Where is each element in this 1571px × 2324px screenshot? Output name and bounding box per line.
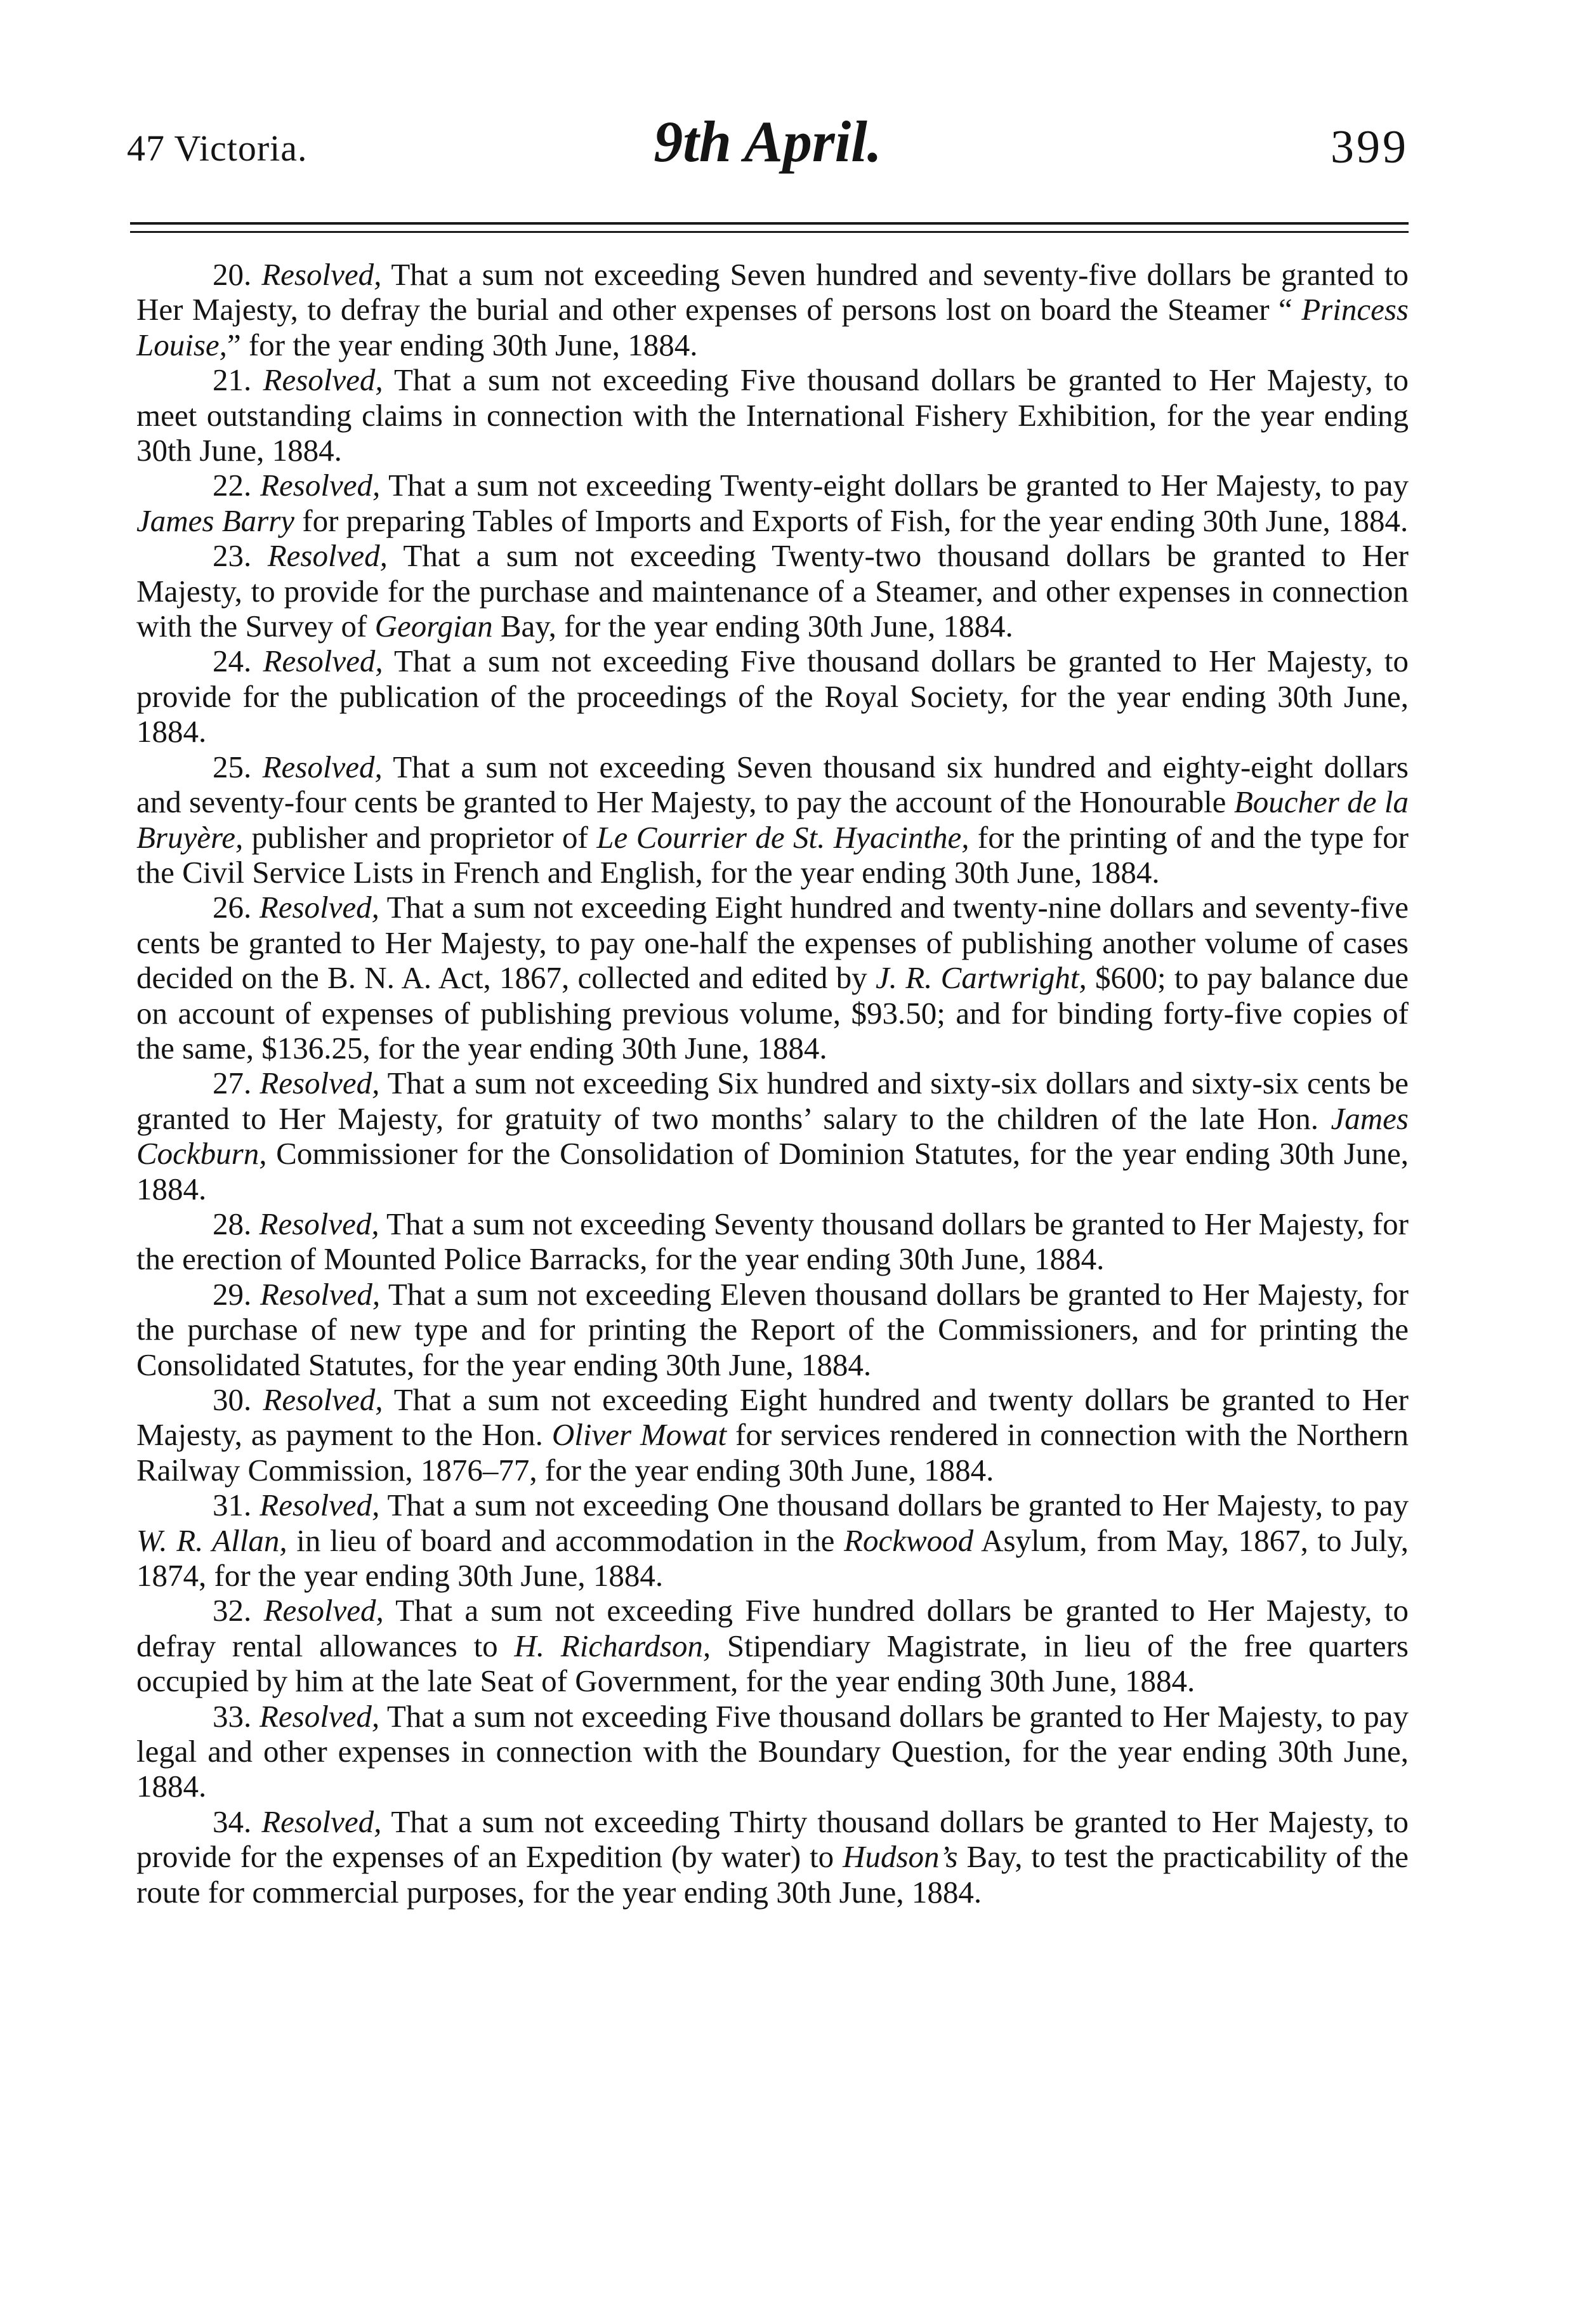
- resolved-label: Resolved,: [259, 1698, 380, 1734]
- resolution-paragraph: [136, 468, 1409, 538]
- page-header: [127, 108, 1409, 197]
- resolution-paragraph: [136, 1277, 1409, 1382]
- resolution-number: 21.: [213, 362, 252, 398]
- resolution-text: Stipendiary Magistrate, in lieu of the free quarters occupied by him at the late Seat of Government, for the year ending 30th June, 1884.: [136, 1628, 1409, 1699]
- resolution-paragraph: [136, 1593, 1409, 1698]
- resolution-text: $600; to pay balance due on account of expenses of publishing previous volume, $93.50; and for binding forty-five copies of the same, $136.25, for the year ending 30th June, 1884.: [136, 960, 1409, 1066]
- resolved-label: Resolved,: [260, 1066, 380, 1101]
- resolved-label: Resolved,: [267, 538, 388, 574]
- resolution-text: That a sum not exceeding Five thousand dollars be granted to Her Majesty, to provide for the publication of the proceedings of the Royal Society, for the year ending 30th June, 1884.: [136, 644, 1409, 749]
- resolution-paragraph: [136, 749, 1409, 890]
- resolution-number: 29.: [213, 1276, 252, 1312]
- resolution-paragraph: [136, 1382, 1409, 1488]
- resolution-paragraph: [136, 1206, 1409, 1277]
- resolution-text: That a sum not exceeding Thirty thousand dollars be granted to Her Majesty, to provide for the expenses of an Expedition (by water) to: [136, 1804, 1409, 1875]
- resolved-label: Resolved,: [259, 890, 379, 925]
- resolution-text: Asylum, from May, 1867, to July, 1874, for the year ending 30th June, 1884.: [136, 1522, 1409, 1594]
- resolution-number: 33.: [213, 1698, 252, 1734]
- resolution-paragraph: [136, 538, 1409, 644]
- resolved-label: Resolved,: [261, 257, 382, 292]
- resolution-number: 23.: [213, 538, 252, 574]
- resolution-paragraph: [136, 1699, 1409, 1804]
- header-date: 9th April.: [654, 109, 882, 174]
- resolution-text: That a sum not exceeding Seven hundred and seventy-five dollars be granted to Her Majesty, to defray the burial and other expenses of persons lost on board the Steamer “: [136, 257, 1409, 327]
- resolution-text: That a sum not exceeding Seventy thousand dollars be granted to Her Majesty, for the erection of Mounted Police Barracks, for the year ending 30th June, 1884.: [136, 1206, 1409, 1277]
- resolution-name: James Barry: [136, 503, 295, 538]
- resolution-text: That a sum not exceeding Eight hundred and twenty dollars be granted to Her Majesty, as payment to the Hon.: [136, 1382, 1409, 1453]
- resolution-number: 28.: [213, 1206, 252, 1241]
- resolution-paragraph: [136, 644, 1409, 749]
- resolution-text: Commissioner for the Consolidation of Dominion Statutes, for the year ending 30th June, 1884.: [136, 1136, 1409, 1206]
- resolution-number: 20.: [213, 257, 252, 292]
- resolution-name: James Cockburn,: [136, 1100, 1409, 1172]
- resolution-text: for services rendered in connection with the Northern Railway Commission, 1876–77, for the year ending 30th June, 1884.: [136, 1417, 1409, 1488]
- resolution-text: publisher and proprietor of: [243, 819, 597, 855]
- resolution-number: 31.: [213, 1488, 252, 1523]
- resolution-paragraph: [136, 362, 1409, 468]
- header-regnal-year: 47 Victoria.: [127, 128, 308, 169]
- resolution-name: Georgian: [374, 609, 493, 644]
- resolution-text: for preparing Tables of Imports and Exports of Fish, for the year ending 30th June, 1884.: [294, 503, 1409, 538]
- resolution-number: 25.: [213, 749, 252, 784]
- resolution-name: W. R. Allan,: [136, 1522, 287, 1558]
- resolution-number: 26.: [213, 890, 252, 925]
- resolution-number: 24.: [213, 644, 252, 679]
- resolution-paragraph: [136, 1804, 1409, 1910]
- header-rule-top: [130, 222, 1409, 225]
- resolution-text: That a sum not exceeding Eight hundred and twenty-nine dollars and seventy-five cents be granted to Her Majesty, to pay one-half the expenses of publishing another volume of cases decided on the B. N. A. Act, 1867, collected and edited by: [136, 890, 1409, 996]
- resolution-name: Boucher de la Bruyère,: [136, 784, 1409, 855]
- resolution-text: That a sum not exceeding Five hundred dollars be granted to Her Majesty, to defray rental allowances to: [136, 1593, 1409, 1663]
- resolution-name: J. R. Cartwright,: [875, 960, 1087, 996]
- header-rule-bottom: [130, 231, 1409, 233]
- resolved-label: Resolved,: [263, 1593, 384, 1628]
- resolutions-body: [136, 257, 1409, 1910]
- resolved-label: Resolved,: [260, 1488, 380, 1523]
- resolution-paragraph: [136, 1488, 1409, 1593]
- resolution-text: Bay, for the year ending 30th June, 1884.: [492, 609, 1013, 644]
- resolution-paragraph: [136, 1066, 1409, 1206]
- resolution-name: Princess Louise,: [136, 292, 1409, 362]
- resolved-label: Resolved,: [263, 362, 383, 398]
- resolution-text: That a sum not exceeding Five thousand dollars be granted to Her Majesty, to meet outstanding claims in connection with the International Fishery Exhibition, for the year ending 30th June, 1884.: [136, 362, 1409, 468]
- resolution-text: That a sum not exceeding Twenty-two thousand dollars be granted to Her Majesty, to provide for the purchase and maintenance of a Steamer, and other expenses in connection with the Survey of: [136, 538, 1409, 644]
- resolution-text: That a sum not exceeding Seven thousand six hundred and eighty-eight dollars and seventy-four cents be granted to Her Majesty, to pay the account of the Honourable: [136, 749, 1409, 820]
- resolution-paragraph: [136, 257, 1409, 362]
- resolution-text: That a sum not exceeding Twenty-eight dollars be granted to Her Majesty, to pay: [380, 468, 1409, 503]
- resolution-text: That a sum not exceeding Five thousand dollars be granted to Her Majesty, to pay legal and other expenses in connection with the Boundary Question, for the year ending 30th June, 1884.: [136, 1698, 1409, 1804]
- resolution-text: for the printing of and the type for the Civil Service Lists in French and English, for the year ending 30th June, 1884.: [136, 819, 1409, 890]
- resolution-name: Hudson’s: [843, 1839, 958, 1875]
- resolved-label: Resolved,: [260, 1276, 381, 1312]
- resolved-label: Resolved,: [263, 644, 383, 679]
- resolution-number: 32.: [213, 1593, 252, 1628]
- resolution-name: Le Courrier de St. Hyacinthe,: [596, 819, 970, 855]
- resolution-text: That a sum not exceeding Eleven thousand dollars be granted to Her Majesty, for the purchase of new type and for printing the Report of the Commissioners, and for printing the Consolidated Statutes, for the year ending 30th June, 1884.: [136, 1276, 1409, 1382]
- resolved-label: Resolved,: [263, 1382, 383, 1417]
- resolution-number: 22.: [213, 468, 252, 503]
- page-number: 399: [1331, 121, 1409, 173]
- resolved-label: Resolved,: [260, 468, 381, 503]
- resolution-text: ” for the year ending 30th June, 1884.: [227, 327, 698, 362]
- resolution-paragraph: [136, 890, 1409, 1066]
- resolved-label: Resolved,: [262, 749, 383, 784]
- resolution-text: That a sum not exceeding Six hundred and sixty-six dollars and sixty-six cents be granted to Her Majesty, for gratuity of two months’ salary to the children of the late Hon.: [136, 1066, 1409, 1136]
- resolution-name: Rockwood: [844, 1522, 974, 1558]
- resolution-text: That a sum not exceeding One thousand dollars be granted to Her Majesty, to pay: [379, 1488, 1409, 1523]
- resolved-label: Resolved,: [261, 1804, 382, 1839]
- resolution-name: Oliver Mowat: [551, 1417, 727, 1453]
- resolution-number: 34.: [213, 1804, 252, 1839]
- resolution-name: H. Richardson,: [514, 1628, 711, 1663]
- resolution-text: Bay, to test the practicability of the route for commercial purposes, for the year ending 30th June, 1884.: [136, 1839, 1409, 1910]
- resolution-number: 30.: [213, 1382, 252, 1417]
- resolution-number: 27.: [213, 1066, 252, 1101]
- resolved-label: Resolved,: [259, 1206, 379, 1241]
- resolution-text: in lieu of board and accommodation in the: [287, 1522, 845, 1558]
